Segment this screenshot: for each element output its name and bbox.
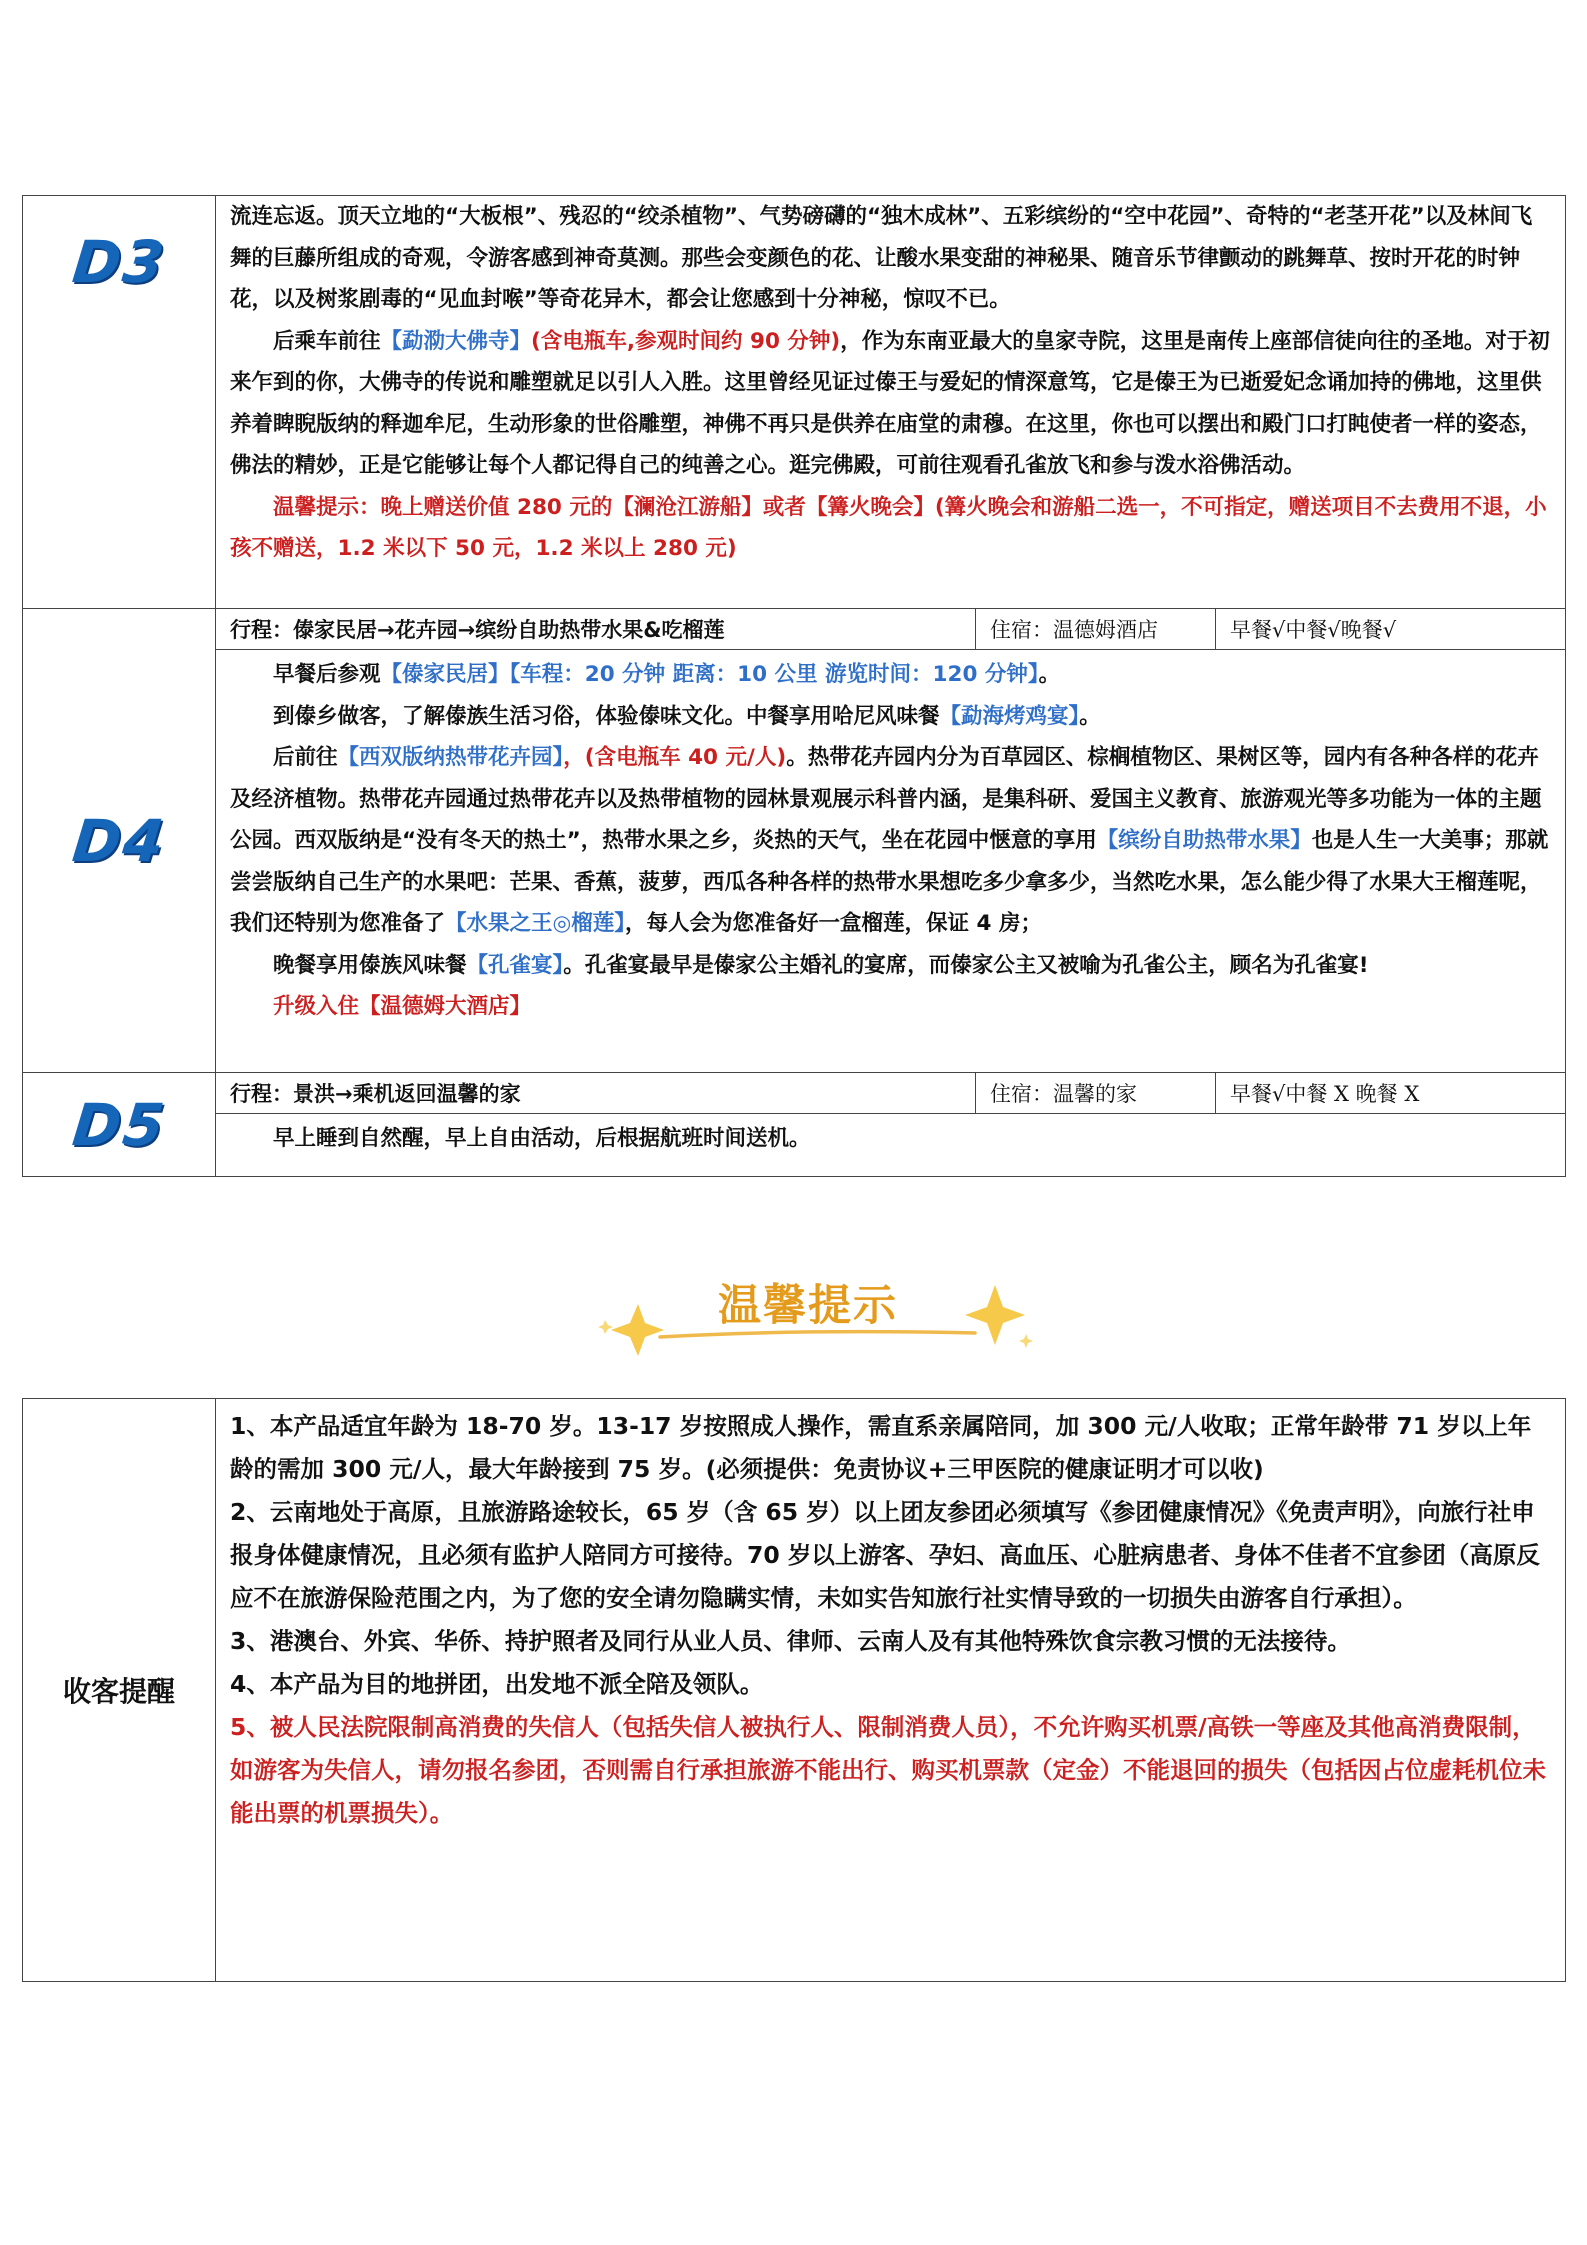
- guest-notice-item: 5、被人民法院限制高消费的失信人（包括失信人被执行人、限制消费人员），不允许购买机票/高铁一等座及其他高消费限制，如游客为失信人，请勿报名参团，否则需自行承担旅游不能出行、购买机票款（定金）不能退回的损失（包括因占位虚耗机位未能出票的机票损失）。: [230, 1713, 1546, 1827]
- day-badge-cell-d3: [23, 196, 216, 609]
- sparkle-star-left-icon: [598, 1304, 664, 1356]
- d4-paragraph: [230, 737, 1553, 945]
- d4-text-run: ，每人会为您准备好一盒榴莲，保证 4 房；: [625, 911, 1042, 936]
- d4-text-run: 。: [1079, 703, 1101, 729]
- d4-text-run: ，(含电瓶车 40 元/人): [563, 745, 787, 770]
- d5-paragraph: [230, 1118, 1553, 1160]
- d4-text-run: 【傣家民居】【车程：20 分钟 距离：10 公里 游览时间：120 分钟】: [380, 662, 1039, 687]
- d4-text-run: 。: [1038, 662, 1061, 687]
- d3-text-run: (含电瓶车,参观时间约 90 分钟): [531, 328, 841, 354]
- guest-notice-item: 3、港澳台、外宾、华侨、持护照者及同行从业人员、律师、云南人及有其他特殊饮食宗教习惯的无法接待。: [230, 1627, 1351, 1655]
- d4-text-run: 早餐后参观: [273, 662, 381, 687]
- day-badge-cell-d5: [23, 1073, 216, 1177]
- d4-text-run: 【缤纷自助热带水果】: [1096, 828, 1312, 853]
- d4-text-run: 后前往: [273, 745, 338, 770]
- guest-notice-item: 2、云南地处于高原，且旅游路途较长，65 岁（含 65 岁）以上团友参团必须填写《参团健康情况》《免责声明》，向旅行社申报身体健康情况，且必须有监护人陪同方可接待。70 岁以上游客、孕妇、高血压、心脏病患者、身体不佳者不宜参团（高原反应不在旅游保险范围之内，为了您的安全请勿隐瞒实情，未如实告知旅行社实情导致的一切损失由游客自行承担）。: [230, 1498, 1540, 1612]
- tips-banner-title: 温馨提示: [718, 1281, 898, 1331]
- d4-text-run: 【水果之王◎榴莲】: [445, 911, 626, 936]
- guest-notice-item: 1、本产品适宜年龄为 18-70 岁。13-17 岁按照成人操作，需直系亲属陪同，加 300 元/人收取；正常年龄带 71 岁以上年龄的需加 300 元/人，最大年龄接到 75 岁。(必须提供：免责协议+三甲医院的健康证明才可以收): [230, 1412, 1532, 1483]
- d4-text-run: 【孔雀宴】: [466, 952, 564, 978]
- day-row-d3: [23, 196, 1566, 609]
- d4-text-run: 也是人生一大美事；那就尝尝版纳自己生产的水果吧：芒果、香蕉，菠萝，西瓜各种各样的热带水果想吃多少拿多少，当然吃水果，怎么能少得了水果大王榴莲呢，我们还特别为您准备了: [230, 828, 1549, 936]
- d3-text-run: 【勐泐大佛寺】: [380, 328, 532, 354]
- day-row-d4: [23, 650, 1566, 1073]
- day-route-d5: 行程：景洪→乘机返回温馨的家: [216, 1073, 976, 1114]
- day-route-d4: 行程：傣家民居→花卉园→缤纷自助热带水果&吃榴莲: [216, 609, 976, 650]
- day-badge-cell-d4: [23, 609, 216, 1073]
- guest-notice-label: 收客提醒: [23, 1399, 216, 1982]
- d4-text-run: 【勐海烤鸡宴】: [939, 703, 1080, 729]
- d4-paragraphs: [216, 650, 1565, 1028]
- d3-paragraph: [230, 487, 1553, 570]
- d3-paragraph: [230, 196, 1553, 321]
- d4-paragraph: [230, 654, 1553, 696]
- guest-notice-item: 4、本产品为目的地拼团，出发地不派全陪及领队。: [230, 1670, 764, 1698]
- itinerary-table: [22, 195, 1566, 1177]
- d4-text-run: 。孔雀宴最早是傣家公主婚礼的宴席，而傣家公主又被喻为孔雀公主，顾名为孔雀宴!: [563, 952, 1369, 978]
- d3-paragraphs: [216, 196, 1565, 570]
- day-badge-d4: D4: [69, 806, 169, 875]
- day-info-row-d5: [23, 1073, 1566, 1114]
- day-meals-d4: 早餐√中餐√晚餐√: [1216, 609, 1566, 650]
- d4-text-run: 晚餐享用傣族风味餐: [273, 952, 467, 978]
- d4-text-run: 【西双版纳热带花卉园】: [337, 745, 564, 770]
- guest-notice-content: [216, 1399, 1566, 1982]
- day-meals-d5: 早餐√中餐 X 晚餐 X: [1216, 1073, 1566, 1114]
- d5-paragraphs: [216, 1114, 1565, 1160]
- d4-paragraph: [230, 696, 1553, 738]
- sparkle-star-right-icon: [965, 1285, 1033, 1348]
- d3-text-run: 温馨提示：晚上赠送价值 280 元的【澜沧江游船】或者【篝火晚会】(篝火晚会和游船二选一，不可指定，赠送项目不去费用不退，小孩不赠送，1.2 米以下 50 元，1.2 米以上 280 元): [230, 494, 1547, 561]
- day-info-row-d4: [23, 609, 1566, 650]
- d3-text-run: ，作为东南亚最大的皇家寺院，这里是南传上座部信徒向往的圣地。对于初来乍到的你，大佛寺的传说和雕塑就足以引人入胜。这里曾经见证过傣王与爱妃的情深意笃，它是傣王为已逝爱妃念诵加持的佛地，这里供养着睥睨版纳的释迦牟尼，生动形象的世俗雕塑，神佛不再只是供养在庙堂的肃穆。在这里，你也可以摆出和殿门口打盹使者一样的姿态，佛法的精妙，正是它能够让每个人都记得自己的纯善之心。逛完佛殿，可前往观看孔雀放飞和参与泼水浴佛活动。: [230, 328, 1550, 478]
- d5-text-run: 早上睡到自然醒，早上自由活动，后根据航班时间送机。: [273, 1126, 811, 1151]
- day-content-d3: [216, 196, 1566, 609]
- guest-notice-table: [22, 1398, 1566, 1982]
- d4-paragraph: [230, 986, 1553, 1028]
- d4-text-run: 升级入住【温德姆大酒店】: [273, 994, 532, 1019]
- day-hotel-d4: 住宿：温德姆酒店: [976, 609, 1216, 650]
- day-hotel-d5: 住宿：温馨的家: [976, 1073, 1216, 1114]
- d4-paragraph: [230, 945, 1553, 987]
- d3-text-run: 流连忘返。顶天立地的“大板根”、残忍的“绞杀植物”、气势磅礴的“独木成林”、五彩缤纷的“空中花园”、奇特的“老茎开花”以及林间飞舞的巨藤所组成的奇观，令游客感到神奇莫测。那些会变颜色的花、让酸水果变甜的神秘果、随音乐节律颤动的跳舞草、按时开花的时钟花，以及树浆剧毒的“见血封喉”等奇花异木，都会让您感到十分神秘，惊叹不已。: [230, 204, 1533, 312]
- day-content-d5: [216, 1114, 1566, 1177]
- d3-text-run: 后乘车前往: [273, 328, 381, 354]
- day-content-d4: [216, 650, 1566, 1073]
- guest-notice-row: [23, 1399, 1566, 1982]
- d4-text-run: 。热带花卉园内分为百草园区、棕榈植物区、果树区等，园内有各种各样的花卉及经济植物。热带花卉园通过热带花卉以及热带植物的园林景观展示科普内涵，是集科研、爱国主义教育、旅游观光等多功能为一体的主题公园。西双版纳是“没有冬天的热土”，热带水果之乡，炎热的天气，坐在花园中惬意的享用: [230, 745, 1542, 853]
- d3-paragraph: [230, 321, 1553, 487]
- day-badge-d5: D5: [69, 1090, 169, 1159]
- guest-notice-items: [216, 1399, 1565, 1835]
- day-badge-d3: D3: [69, 228, 169, 296]
- d4-text-run: 到傣乡做客，了解傣族生活习俗，体验傣味文化。中餐享用哈尼风味餐: [273, 703, 940, 729]
- day-row-d5: [23, 1114, 1566, 1177]
